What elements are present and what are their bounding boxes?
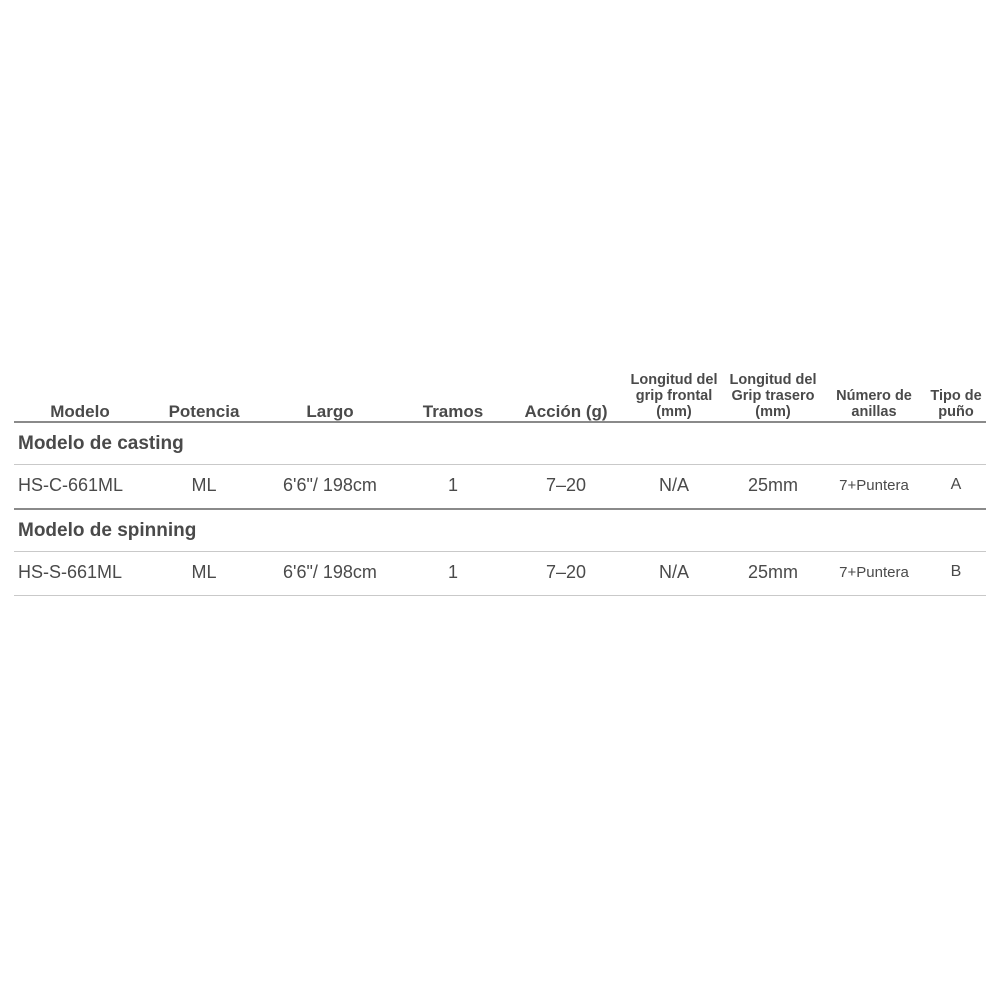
table-row	[14, 464, 986, 509]
cell-accion: 7–20	[508, 551, 624, 595]
cell-tramos: 1	[398, 551, 508, 595]
section-header-row-spinning	[14, 509, 986, 552]
column-header-tramos: Tramos	[422, 401, 484, 421]
cell-anillas: 7+Puntera	[822, 551, 926, 595]
cell-grip-frontal: N/A	[658, 474, 689, 495]
table-header-row	[14, 372, 986, 422]
cell-potencia: ML	[191, 474, 217, 495]
cell-grip-frontal: N/A	[624, 551, 724, 595]
specifications-table-container	[14, 372, 986, 596]
table-row	[14, 551, 986, 595]
table-header	[14, 372, 986, 422]
column-header-grip-frontal: Longitud del grip frontal (mm)	[630, 372, 718, 421]
section-title-casting: Modelo de casting	[14, 422, 986, 465]
column-header-anillas: Número de anillas	[836, 388, 912, 421]
cell-accion: 7–20	[545, 474, 587, 495]
column-header-accion: Acción (g)	[524, 401, 608, 421]
cell-grip-trasero: 25mm	[747, 474, 798, 495]
cell-tipo-puno: B	[926, 551, 986, 595]
cell-tramos: 1	[447, 474, 458, 495]
column-header-potencia: Potencia	[168, 401, 240, 421]
cell-anillas: 7+Puntera	[839, 476, 909, 494]
column-header-grip-trasero: Longitud del Grip trasero (mm)	[729, 372, 817, 421]
cell-modelo: HS-S-661ML	[14, 551, 146, 595]
section-header-row-casting	[14, 422, 986, 465]
cell-modelo: HS-C-661ML	[18, 474, 124, 495]
cell-largo: 6'6"/ 198cm	[262, 551, 398, 595]
specifications-table	[14, 372, 986, 596]
cell-potencia: ML	[146, 551, 262, 595]
column-header-tipo-puno: Tipo de puño	[930, 388, 982, 421]
cell-largo: 6'6"/ 198cm	[283, 474, 377, 495]
column-header-largo: Largo	[306, 401, 354, 421]
column-header-modelo: Modelo	[50, 401, 110, 421]
cell-grip-trasero: 25mm	[724, 551, 822, 595]
section-title-spinning: Modelo de spinning	[14, 509, 986, 552]
table-body	[14, 422, 986, 596]
cell-tipo-puno: A	[950, 476, 962, 494]
